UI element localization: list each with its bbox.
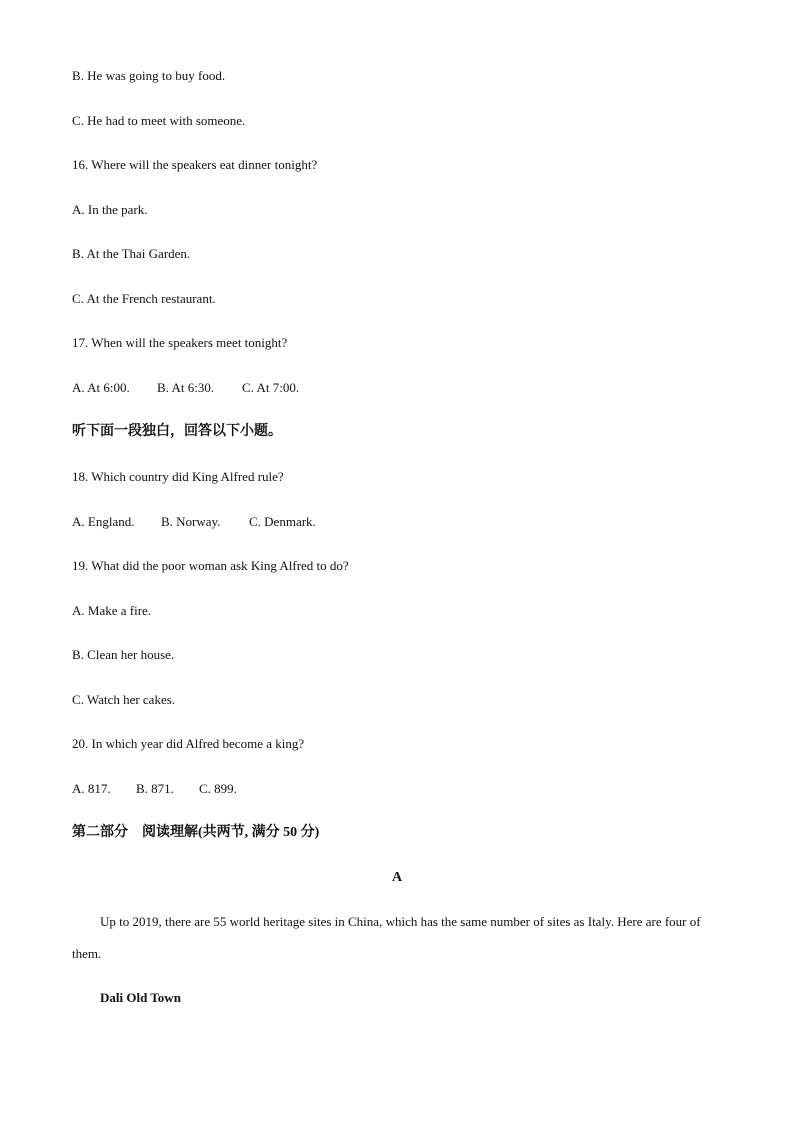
q20-option-c: C. 899.	[199, 781, 237, 796]
q17-options	[72, 379, 299, 397]
q18-option-b: B. Norway.	[161, 514, 221, 529]
q19-option-a: A. Make a fire.	[72, 603, 152, 618]
q17-option-a: A. At 6:00.	[72, 380, 130, 395]
q20-question: 20. In which year did Alfred become a king?	[72, 736, 305, 751]
intro-paragraph: Up to 2019, there are 55 world heritage sites in China, which has the same number of sites as Italy. Here are four of them.	[72, 914, 701, 961]
q17-option-c: C. At 7:00.	[242, 380, 300, 395]
q18-option-a: A. England.	[72, 514, 135, 529]
passage-label: A	[391, 870, 403, 885]
q19-question: 19. What did the poor woman ask King Alfred to do?	[72, 558, 349, 573]
part2-heading: 第二部分 阅读理解(共两节, 满分 50 分)	[72, 825, 320, 840]
q17-option-b: B. At 6:30.	[157, 380, 215, 395]
q20-options	[72, 780, 237, 798]
q19-option-c: C. Watch her cakes.	[72, 692, 176, 707]
subheading-dali-old-town: Dali Old Town	[100, 990, 181, 1005]
q15-option-c: C. He had to meet with someone.	[72, 113, 246, 128]
q16-question: 16. Where will the speakers eat dinner tonight?	[72, 157, 318, 172]
q18-options	[72, 513, 316, 531]
q15-option-b: B. He was going to buy food.	[72, 68, 226, 83]
q18-question: 18. Which country did King Alfred rule?	[72, 469, 284, 484]
q17-question: 17. When will the speakers meet tonight?	[72, 335, 288, 350]
q16-option-c: C. At the French restaurant.	[72, 291, 216, 306]
q20-option-b: B. 871.	[136, 781, 174, 796]
q18-option-c: C. Denmark.	[249, 514, 316, 529]
q16-option-b: B. At the Thai Garden.	[72, 246, 191, 261]
q20-option-a: A. 817.	[72, 781, 111, 796]
section-monologue-heading: 听下面一段独白，回答以下小题。	[72, 424, 282, 439]
q19-option-b: B. Clean her house.	[72, 647, 175, 662]
q16-option-a: A. In the park.	[72, 202, 148, 217]
